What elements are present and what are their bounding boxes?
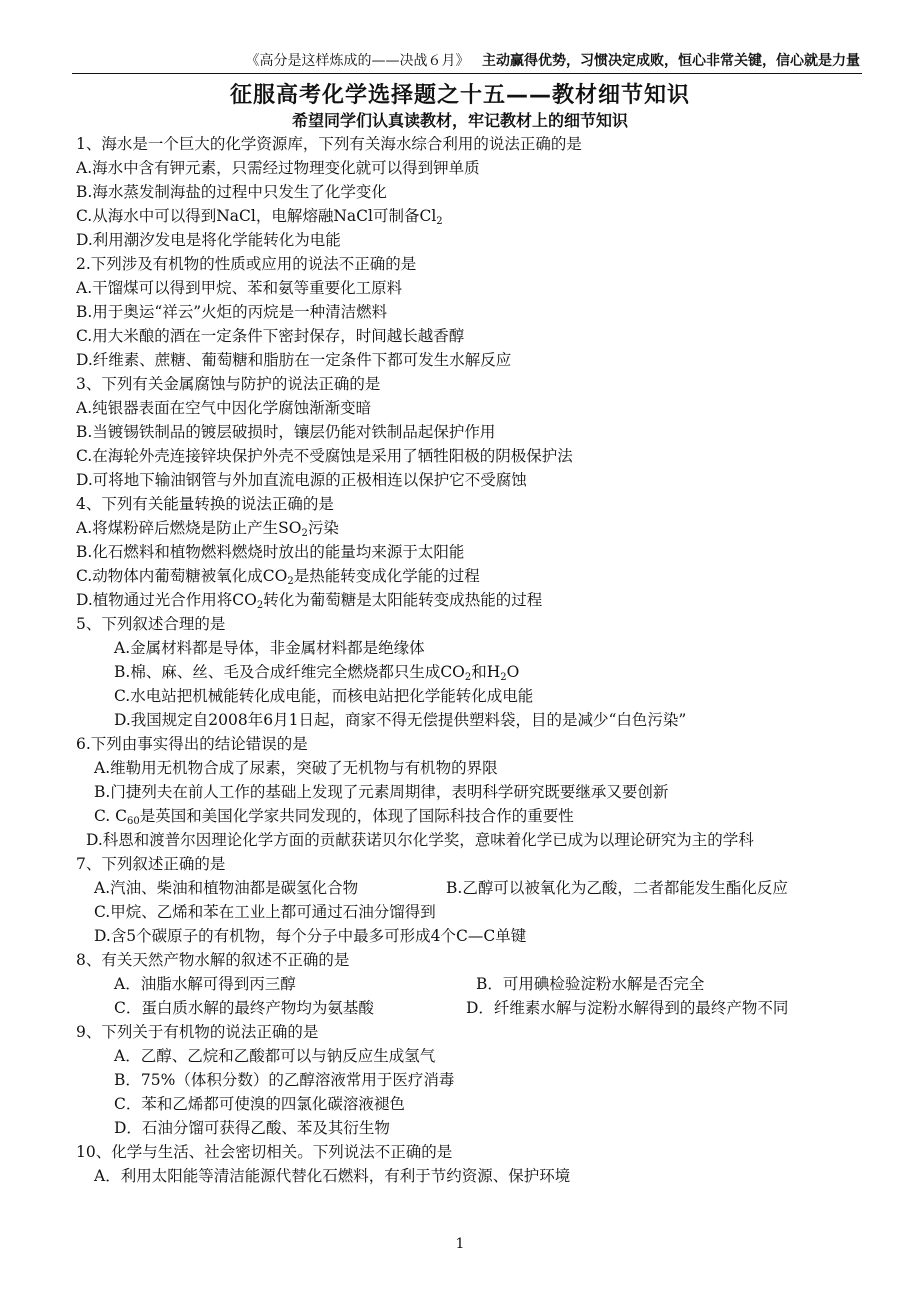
option: C.在海轮外壳连接锌块保护外壳不受腐蚀是采用了牺牲阳极的阴极保护法 [76,447,573,465]
option: C．苯和乙烯都可使溴的四氯化碳溶液褪色 [114,1095,405,1113]
page-number: 1 [455,1236,465,1252]
option-row [76,876,866,900]
header-series: 《高分是这样炼成的——决战６月》 [245,53,470,69]
option-text: 是热能转变成化学能的过程 [293,567,480,585]
option [76,516,866,540]
header-motto: 主动赢得优势，习惯决定成败，恒心非常关键，信心就是力量 [482,53,860,69]
option: A.维勒用无机物合成了尿素，突破了无机物与有机物的界限 [94,759,498,777]
option: D.利用潮汐发电是将化学能转化为电能 [76,231,341,249]
question-list [76,132,866,1188]
option-text: C.从海水中可以得到NaCl，电解熔融NaCl可制备Cl [76,207,437,225]
subscript: 2 [436,216,443,227]
question-stem: 4、下列有关能量转换的说法正确的是 [76,495,334,513]
subscript: 2 [500,672,507,683]
option-text: C.动物体内葡萄糖被氧化成CO [76,567,288,585]
option: B.海水蒸发制海盐的过程中只发生了化学变化 [76,183,387,201]
option: D.我国规定自2008年6月1日起，商家不得无偿提供塑料袋，目的是减少“白色污染” [114,711,687,729]
option [76,564,866,588]
option: B．可用碘检验淀粉水解是否完全 [476,975,705,993]
option: A.海水中含有钾元素，只需经过物理变化就可以得到钾单质 [76,159,480,177]
option: B．75%（体积分数）的乙醇溶液常用于医疗消毒 [114,1071,455,1089]
question-stem: 3、下列有关金属腐蚀与防护的说法正确的是 [76,375,381,393]
option-text: B.棉、麻、丝、毛及合成纤维完全燃烧都只生成CO [114,663,465,681]
option-text: C. C [94,807,128,825]
option [76,804,866,828]
question-stem: 10、化学与生活、社会密切相关。下列说法不正确的是 [76,1143,453,1161]
option-text: 和H [471,663,501,681]
option [76,660,866,684]
option-text: D.植物通过光合作用将CO [76,591,257,609]
question-stem: 1、海水是一个巨大的化学资源库，下列有关海水综合利用的说法正确的是 [76,135,582,153]
option: B.当镀锡铁制品的镀层破损时，镶层仍能对铁制品起保护作用 [76,423,496,441]
page-subtitle: 希望同学们认真读教材，牢记教材上的细节知识 [291,111,628,130]
option: A.纯银器表面在空气中因化学腐蚀渐渐变暗 [76,399,372,417]
option: C.用大米酿的酒在一定条件下密封保存，时间越长越香醇 [76,327,465,345]
option-row [76,996,866,1020]
option: D.科恩和渡普尔因理论化学方面的贡献获诺贝尔化学奖，意味着化学已成为以理论研究为主的学科 [86,831,754,849]
option: A.汽油、柴油和植物油都是碳氢化合物 [94,879,359,897]
question-stem: 2.下列涉及有机物的性质或应用的说法不正确的是 [76,255,417,273]
page-header [75,50,860,72]
subscript: 2 [464,672,472,683]
option: D．石油分馏可获得乙酸、苯及其衍生物 [114,1119,390,1137]
option: A．油脂水解可得到丙三醇 [114,975,296,993]
option: C.水电站把机械能转化成电能，而核电站把化学能转化成电能 [114,687,534,705]
subscript: 2 [287,576,294,587]
option-row [76,972,866,996]
option: D．纤维素水解与淀粉水解得到的最终产物不同 [466,999,789,1017]
subscript: 60 [127,816,140,827]
option-text: 转化为葡萄糖是太阳能转变成热能的过程 [263,591,543,609]
option: A．乙醇、乙烷和乙酸都可以与钠反应生成氢气 [114,1047,436,1065]
option: B.乙醇可以被氧化为乙酸，二者都能发生酯化反应 [446,879,788,897]
option: B.用于奥运“祥云”火炬的丙烷是一种清洁燃料 [76,303,388,321]
option: D.纤维素、蔗糖、葡萄糖和脂肪在一定条件下都可发生水解反应 [76,351,512,369]
option: D.含5个碳原子的有机物，每个分子中最多可形成4个C—C单键 [94,927,527,945]
option: D.可将地下输油钢管与外加直流电源的正极相连以保护它不受腐蚀 [76,471,527,489]
option: A．利用太阳能等清洁能源代替化石燃料，有利于节约资源、保护环境 [94,1167,571,1185]
subscript: 2 [301,528,308,539]
option: A.金属材料都是导体，非金属材料都是绝缘体 [114,639,425,657]
option: B.门捷列夫在前人工作的基础上发现了元素周期律，表明科学研究既要继承又要创新 [94,783,669,801]
option-text: 是英国和美国化学家共同发现的，体现了国际科技合作的重要性 [139,807,574,825]
subscript: 2 [256,600,264,611]
header-rule [72,73,862,74]
option [76,204,866,228]
option: C.甲烷、乙烯和苯在工业上都可通过石油分馏得到 [94,903,436,921]
option: C．蛋白质水解的最终产物均为氨基酸 [114,999,374,1017]
option: B.化石燃料和植物燃料燃烧时放出的能量均来源于太阳能 [76,543,465,561]
page-title: 征服高考化学选择题之十五——教材细节知识 [229,83,690,108]
question-stem: 5、下列叙述合理的是 [76,615,226,633]
question-stem: 6.下列由事实得出的结论错误的是 [76,735,308,753]
option-text: 污染 [307,519,339,537]
option [76,588,866,612]
question-stem: 7、下列叙述正确的是 [76,855,226,873]
option-text: O [506,663,520,681]
option: A.干馏煤可以得到甲烷、苯和氨等重要化工原料 [76,279,403,297]
question-stem: 8、有关天然产物水解的叙述不正确的是 [76,951,350,969]
question-stem: 9、下列关于有机物的说法正确的是 [76,1023,319,1041]
option-text: A.将煤粉碎后燃烧是防止产生SO [76,519,302,537]
